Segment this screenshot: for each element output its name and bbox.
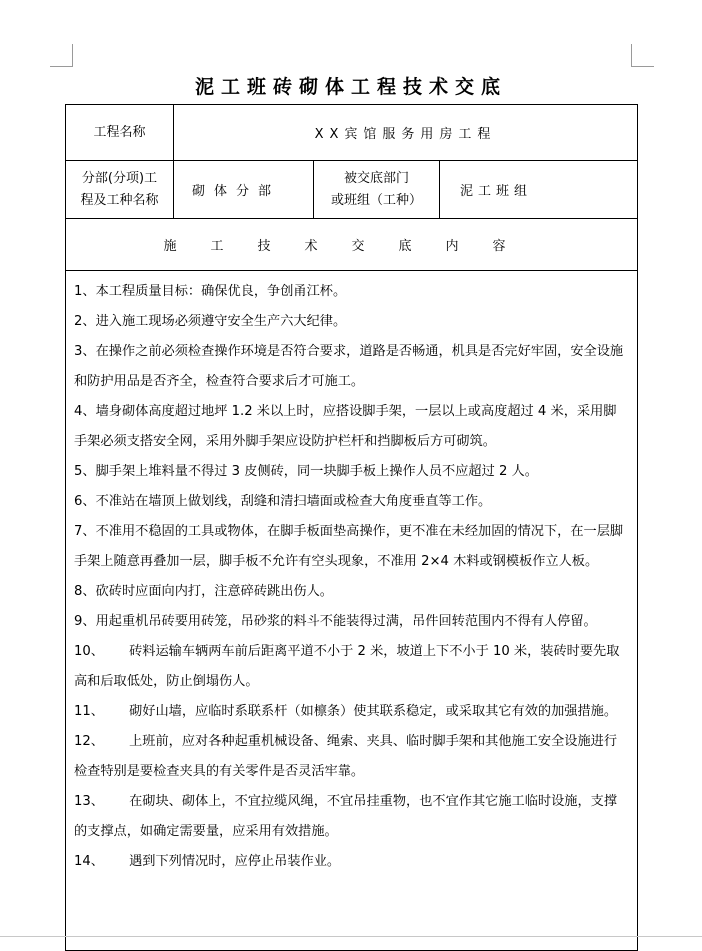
list-item (74, 697, 629, 727)
item-text: 墙身砌体高度超过地坪 1.2 米以上时，应搭设脚手架，一层以上或高度超过 4 米，采用脚手架必须支搭安全网，采用外脚手架应设防护栏杆和挡脚板后方可砌筑。 (74, 404, 617, 449)
division-value: 砌体分部 (174, 161, 314, 219)
division-row (66, 161, 638, 219)
item-number: 2、 (74, 314, 96, 329)
item-number: 3、 (74, 344, 96, 359)
item-text: 砍砖时应面向内打，注意碎砖跳出伤人。 (95, 584, 333, 599)
item-list (74, 277, 629, 877)
list-item (74, 607, 629, 637)
item-number: 12、 (74, 734, 130, 749)
item-number: 7、 (74, 524, 96, 539)
division-label-line1: 分部(分项)工 (81, 170, 158, 186)
division-label-line2: 程及工种名称 (80, 192, 159, 208)
item-number: 13、 (74, 794, 130, 809)
item-text: 脚手架上堆料量不得过 3 皮侧砖，同一块脚手板上操作人员不应超过 2 人。 (95, 464, 538, 479)
item-number: 11、 (74, 704, 130, 719)
list-item (74, 637, 629, 697)
item-text: 砖料运输车辆两车前后距离平道不小于 2 米，坡道上下不小于 10 米，装砖时要先取高和后取低处，防止倒塌伤人。 (74, 644, 620, 689)
page-corner-mark-top-right (631, 44, 654, 67)
item-number: 14、 (74, 854, 130, 869)
document-title: 泥工班砖砌体工程技术交底 (194, 76, 507, 98)
project-name-value: XX宾馆服务用房工程 (174, 105, 638, 161)
item-text: 在砌块、砌体上，不宜拉缆风绳，不宜吊挂重物，也不宜作其它施工临时设施，支撑的支撑点，如确定需要量，应采用有效措施。 (74, 794, 618, 839)
section-heading-row (66, 219, 638, 271)
item-number: 5、 (74, 464, 96, 479)
page-bottom-rule (0, 936, 702, 937)
list-item (74, 277, 629, 307)
item-number: 8、 (74, 584, 96, 599)
item-text: 用起重机吊砖要用砖笼，吊砂浆的料斗不能装得过满，吊件回转范围内不得有人停留。 (95, 614, 597, 629)
dept-value: 泥工班组 (440, 161, 638, 219)
item-text: 不准用不稳固的工具或物体，在脚手板面垫高操作，更不准在未经加固的情况下，在一层脚手架上随意再叠加一层，脚手板不允许有空头现象，不准用 2×4 木料或钢模板作立人板。 (74, 524, 624, 569)
list-item (74, 577, 629, 607)
list-item (74, 517, 629, 577)
division-label (66, 161, 174, 219)
list-item (74, 487, 629, 517)
list-item (74, 307, 629, 337)
content-cell (66, 271, 638, 951)
dept-label-line2: 或班组（工种） (330, 192, 422, 208)
list-item (74, 397, 629, 457)
item-text: 本工程质量目标：确保优良，争创甬江杯。 (95, 284, 347, 299)
content-row (66, 271, 638, 951)
list-item (74, 847, 629, 877)
item-text: 不准站在墙顶上做划线，刮缝和清扫墙面或检查大角度垂直等工作。 (95, 494, 492, 509)
item-number: 4、 (74, 404, 96, 419)
list-item (74, 337, 629, 397)
page-corner-mark-top-left (50, 44, 73, 67)
dept-label-line1: 被交底部门 (343, 170, 409, 186)
item-number: 1、 (74, 284, 96, 299)
project-name-label: 工程名称 (66, 105, 174, 161)
item-text: 砌好山墙，应临时系联系杆（如檩条）使其联系稳定，或采取其它有效的加强措施。 (129, 704, 618, 719)
item-text: 遇到下列情况时，应停止吊装作业。 (129, 854, 341, 869)
item-text: 进入施工现场必须遵守安全生产六大纪律。 (95, 314, 347, 329)
list-item (74, 787, 629, 847)
item-text: 在操作之前必须检查操作环境是否符合要求，道路是否畅通，机具是否完好牢固，安全设施和防护用品是否齐全，检查符合要求后才可施工。 (74, 344, 624, 389)
item-text: 上班前，应对各种起重机械设备、绳索、夹具、临时脚手架和其他施工安全设施进行检查特别是要检查夹具的有关零件是否灵活牢靠。 (74, 734, 618, 779)
item-number: 9、 (74, 614, 96, 629)
list-item (74, 727, 629, 787)
list-item (74, 457, 629, 487)
section-heading: 施工技术交底内容 (66, 219, 638, 271)
item-number: 6、 (74, 494, 96, 509)
item-number: 10、 (74, 644, 130, 659)
disclosure-table (65, 104, 638, 951)
dept-label (314, 161, 440, 219)
project-row (66, 105, 638, 161)
